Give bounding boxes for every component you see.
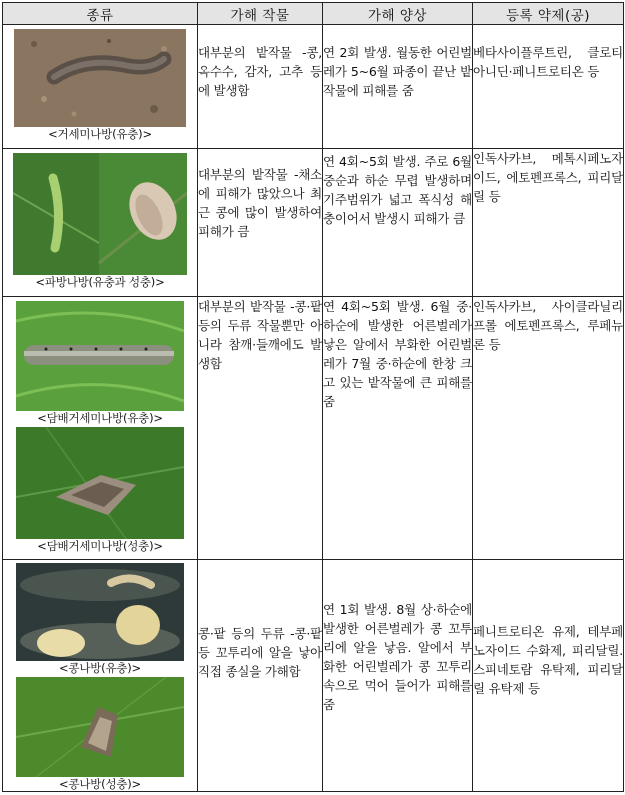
- tobacco-cutworm-adult-photo: [16, 427, 184, 539]
- photo-caption: <콩나방(성충)>: [59, 777, 141, 791]
- pesticides-cell: 인독사카브, 메톡시페노자이드, 에토펜프록스, 피리달릴 등: [473, 149, 624, 297]
- photo-caption: <콩나방(유충)>: [59, 661, 141, 675]
- soybean-podborer-adult-photo: [16, 677, 184, 777]
- larva-photo-graphic: [16, 563, 184, 661]
- damage-cell: 연 4회~5회 발생. 6월 중·하순에 발생한 어른벌레가 낳은 알에서 부화한 어린벌레가 7월 중·하순에 한창 크고 있는 밭작물에 큰 피해를 줌: [323, 297, 473, 560]
- pest-table: [2, 2, 624, 792]
- armyworm-photo-graphic: [13, 153, 187, 275]
- species-cell: [3, 149, 198, 297]
- tobacco-cutworm-larva-photo: [16, 301, 184, 411]
- table-row: [3, 25, 624, 149]
- pesticides-cell: 페니트로티온 유제, 테부페노자이드 수화제, 피리달릴.스피네토람 유탁제, 피리달릴 유탁제 등: [473, 560, 624, 792]
- photo-caption: <담배거세미나방(유충)>: [37, 411, 163, 425]
- photo-caption: <파방나방(유충과 성충)>: [35, 275, 165, 289]
- damage-cell: 연 1회 발생. 8월 상·하순에 발생한 어른벌레가 콩 꼬투리에 알을 낳음. 알에서 부화한 어린벌레가 콩 꼬투리 속으로 먹어 들어가 피해를 줌: [323, 560, 473, 792]
- header-pesticides: 등록 약제(공): [473, 3, 624, 25]
- crops-cell: 콩·팥 등의 두류 -콩·팥 등 꼬투리에 알을 낳아 직접 종실을 가해함: [198, 560, 323, 792]
- photo-caption: <거세미나방(유충)>: [48, 127, 152, 141]
- species-cell: [3, 560, 198, 792]
- adult-photo-graphic: [16, 677, 184, 777]
- table-row: [3, 149, 624, 297]
- header-species: 종류: [3, 3, 198, 25]
- crops-cell: 대부분의 밭작물 -콩·팥 등의 두류 작물뿐만 아니라 참깨·들깨에도 발생함: [198, 297, 323, 560]
- soybean-podborer-larva-photo: [16, 563, 184, 661]
- pesticides-cell: 베타사이플루트린, 클로티아니딘·페니트로티온 등: [473, 25, 624, 149]
- larva-photo-graphic: [16, 301, 184, 411]
- cutworm-larva-photo: [14, 29, 186, 127]
- table-row: [3, 560, 624, 792]
- pesticides-cell: 인독사카브, 사이클라닐리프롤 에토펜프록스, 루페뉴론 등: [473, 297, 624, 560]
- header-row: [3, 3, 624, 25]
- adult-photo-graphic: [16, 427, 184, 539]
- header-crops: 가해 작물: [198, 3, 323, 25]
- armyworm-photo: [13, 153, 187, 275]
- damage-cell: 연 4회~5회 발생. 주로 6월 중순과 하순 무렵 발생하며 기주범위가 넓고 폭식성 해충이어서 발생시 피해가 큼: [323, 149, 473, 297]
- crops-cell: 대부분의 밭작물 -채소에 피해가 많았으나 최근 콩에 많이 발생하여 피해가 큼: [198, 149, 323, 297]
- species-cell: [3, 25, 198, 149]
- damage-cell: 연 2회 발생. 월동한 어린벌레가 5~6월 파종이 끝난 밭작물에 피해를 줌: [323, 25, 473, 149]
- crops-cell: 대부분의 밭작물 -콩, 옥수수, 감자, 고추 등에 발생함: [198, 25, 323, 149]
- photo-caption: <담배거세미나방(성충)>: [37, 539, 163, 553]
- species-cell: [3, 297, 198, 560]
- larva-photo-graphic: [14, 29, 186, 127]
- table-row: [3, 297, 624, 560]
- header-damage: 가해 양상: [323, 3, 473, 25]
